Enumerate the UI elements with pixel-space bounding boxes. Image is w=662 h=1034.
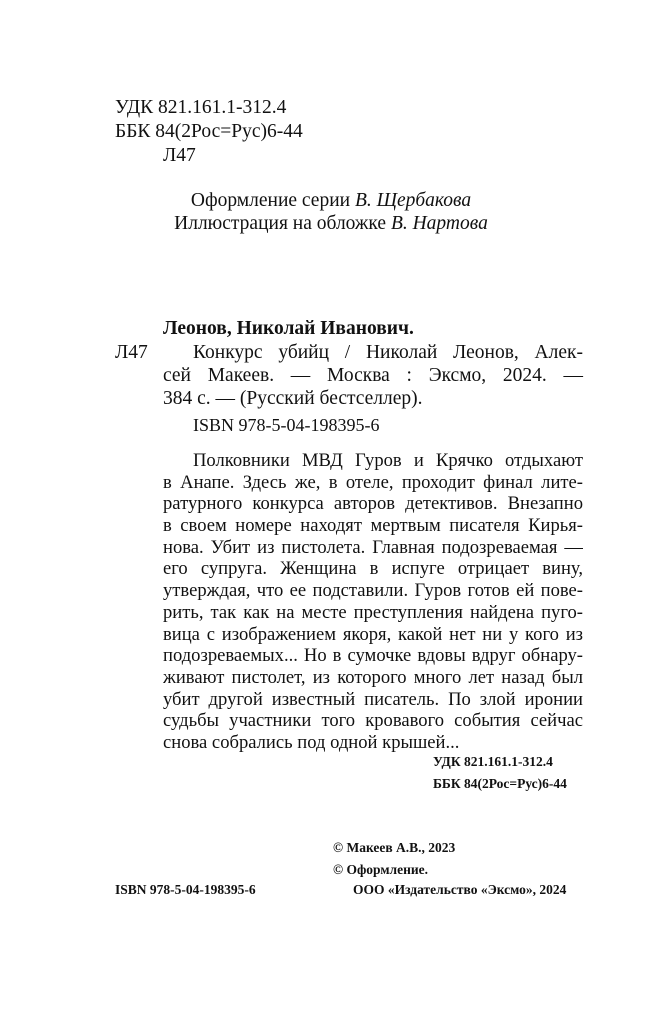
annotation-line: нова. Убит из пистолета. Главная подозреваемая — xyxy=(163,536,583,558)
cover-illustration-credit xyxy=(0,213,662,235)
annotation-line: живают пистолет, из которого много лет назад был xyxy=(163,666,583,688)
annotation xyxy=(163,450,583,754)
udk-code: УДК 821.161.1-312.4 xyxy=(115,97,287,118)
copyright-authors: © Макеев А.В., 2023 xyxy=(333,840,456,855)
cover-illustration-name: В. Нартова xyxy=(390,213,488,234)
bib-description xyxy=(163,342,583,364)
annotation-line: в своем номере находят мертвым писателя Кирья- xyxy=(163,515,583,537)
bib-line: Конкурс убийц / Николай Леонов, Алек- xyxy=(193,342,583,363)
bottom-bbk-code: ББК 84(2Рос=Рус)6-44 xyxy=(433,776,567,791)
footer-isbn: ISBN 978-5-04-198395-6 xyxy=(115,882,256,897)
cover-illustration-label: Иллюстрация на обложке xyxy=(174,213,387,234)
bib-description-2 xyxy=(163,365,583,387)
annotation-line: ратурного конкурса авторов детективов. Внезапно xyxy=(163,493,583,515)
series-design-label: Оформление серии xyxy=(190,190,351,211)
author-heading: Леонов, Николай Иванович. xyxy=(163,318,414,339)
bib-mark: Л47 xyxy=(115,342,148,363)
annotation-line: в Анапе. Здесь же, в отеле, проходит финал лите- xyxy=(163,471,583,493)
series-design-name: В. Щербакова xyxy=(354,190,472,211)
bib-line: 384 с. — (Русский бестселлер). xyxy=(163,388,423,409)
annotation-line: его супруга. Женщина в испуге отрицает вину, xyxy=(163,558,583,580)
bib-description-3 xyxy=(163,388,583,410)
author-mark: Л47 xyxy=(163,145,196,166)
copyright-design: © Оформление. xyxy=(333,862,429,877)
annotation-line: судьбы участники того кровавого события сейчас xyxy=(163,710,583,732)
annotation-line: утверждая, что ее подставили. Гуров готов ей пове- xyxy=(163,580,583,602)
annotation-line: подозреваемых... Но в сумочке вдовы вдруг обнару- xyxy=(163,645,583,667)
annotation-line: убит другой известный писатель. По злой иронии xyxy=(163,688,583,710)
series-design-credit xyxy=(0,190,662,212)
annotation-line: Полковники МВД Гуров и Крячко отдыхают xyxy=(193,450,583,471)
annotation-line: снова собрались под одной крышей... xyxy=(163,731,460,753)
annotation-line: вица с изображением якоря, какой нет ни у кого из xyxy=(163,623,583,645)
bib-isbn: ISBN 978-5-04-198395-6 xyxy=(193,415,380,435)
bottom-udk-code: УДК 821.161.1-312.4 xyxy=(433,754,553,769)
bib-line: сей Макеев. — Москва : Эксмо, 2024. — xyxy=(163,365,583,386)
annotation-line: рить, так как на месте преступления найдена пуго- xyxy=(163,601,583,623)
copyright-publisher: ООО «Издательство «Эксмо», 2024 xyxy=(353,882,567,897)
bbk-code: ББК 84(2Рос=Рус)6-44 xyxy=(115,121,303,142)
